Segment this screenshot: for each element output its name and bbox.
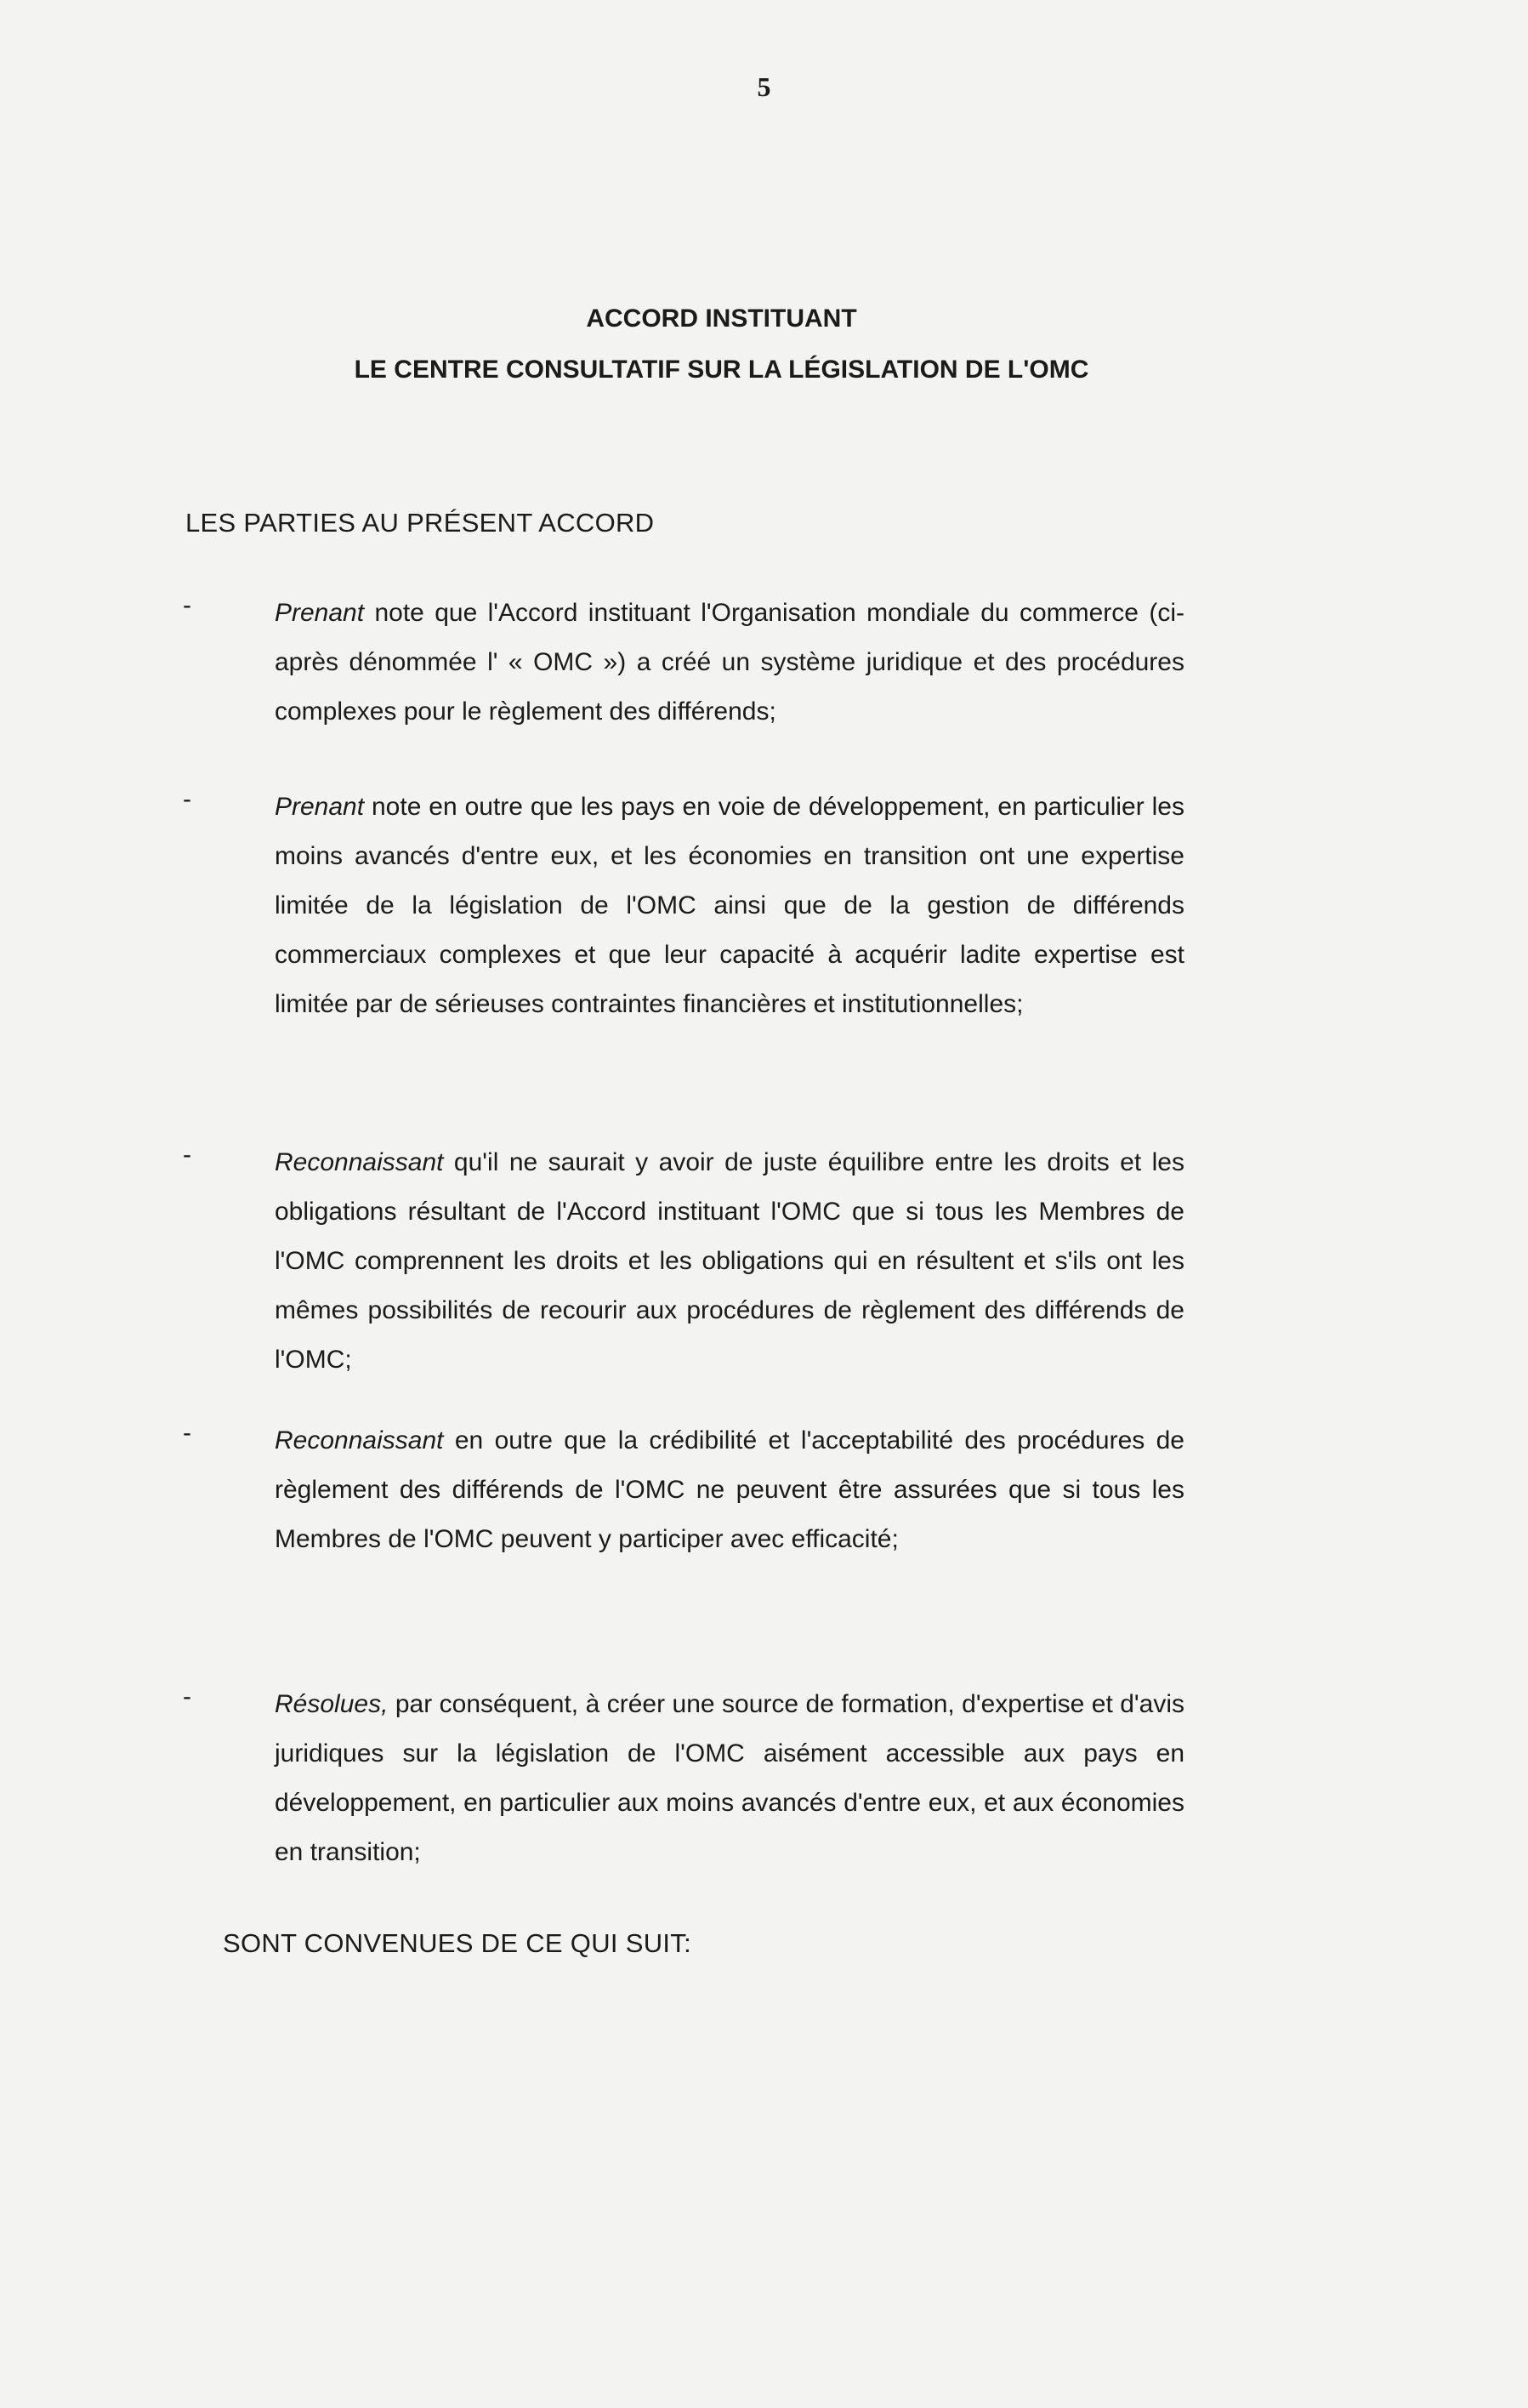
clause-lead-word: Reconnaissant	[275, 1148, 444, 1176]
preamble-clause	[183, 783, 1220, 1029]
clause-lead-word: Résolues,	[275, 1690, 389, 1718]
clause-bullet: -	[183, 591, 191, 619]
closing-statement: SONT CONVENUES DE CE QUI SUIT:	[223, 1928, 692, 1958]
preamble-clause	[183, 1416, 1220, 1564]
clause-body	[275, 589, 1184, 737]
preamble-clause	[183, 1138, 1220, 1385]
clause-bullet: -	[183, 1141, 191, 1169]
clause-lead-word: Prenant	[275, 793, 365, 821]
clause-text: note en outre que les pays en voie de développement, en particulier les moins avancés d'entre eux, et les économies en transition ont une expertise limitée de la législation de l'OMC ainsi que de la gestion de différends commerciaux complexes et que leur capacité à acquérir ladite expertise est limitée par de sérieuses contraintes financières et institutionnelles;	[275, 793, 1184, 1018]
clause-bullet: -	[183, 785, 191, 813]
preamble-clause	[183, 1680, 1220, 1877]
document-title-line-1: ACCORD INSTITUANT	[586, 305, 857, 333]
preamble-clause	[183, 589, 1220, 737]
page-number: 5	[757, 71, 771, 102]
clause-text: par conséquent, à créer une source de formation, d'expertise et d'avis juridiques sur la législation de l'OMC aisément accessible aux pays en développement, en particulier aux moins avancés d'entre eux, et aux économies en transition;	[275, 1690, 1184, 1866]
clause-body	[275, 1138, 1184, 1385]
clause-bullet: -	[183, 1682, 191, 1711]
clause-body	[275, 1680, 1184, 1877]
clause-lead-word: Prenant	[275, 599, 365, 627]
clause-lead-word: Reconnaissant	[275, 1426, 444, 1454]
clause-body	[275, 1416, 1184, 1564]
clause-text: en outre que la crédibilité et l'acceptabilité des procédures de règlement des différends de l'OMC ne peuvent être assurées que si tous les Membres de l'OMC peuvent y participer avec efficacité;	[275, 1426, 1184, 1553]
preamble-heading: LES PARTIES AU PRÉSENT ACCORD	[185, 508, 655, 538]
clause-bullet: -	[183, 1419, 191, 1447]
clause-text: note que l'Accord instituant l'Organisation mondiale du commerce (ci-après dénommée l' « OMC ») a créé un système juridique et des procédures complexes pour le règlement des différends;	[275, 599, 1184, 726]
clause-body	[275, 783, 1184, 1029]
document-title-line-2: LE CENTRE CONSULTATIF SUR LA LÉGISLATION DE L'OMC	[354, 356, 1089, 384]
clause-text: qu'il ne saurait y avoir de juste équilibre entre les droits et les obligations résultant de l'Accord instituant l'OMC que si tous les Membres de l'OMC comprennent les droits et les obligations qui en résultent et s'ils ont les mêmes possibilités de recourir aux procédures de règlement des différends de l'OMC;	[275, 1148, 1184, 1374]
